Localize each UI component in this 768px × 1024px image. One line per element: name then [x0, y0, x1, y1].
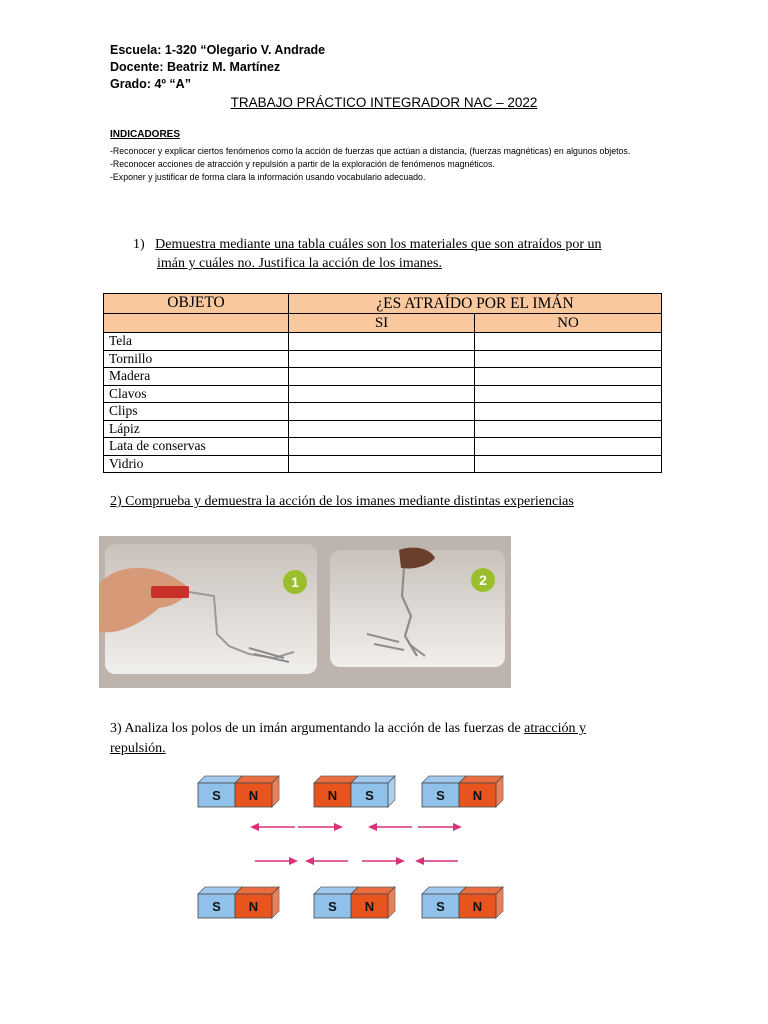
pole-label: S: [436, 788, 445, 803]
bottom-row-magnet-1: [314, 887, 395, 918]
no-cell[interactable]: [475, 438, 662, 456]
question-1: [133, 235, 673, 254]
arrow-row2-1: [255, 857, 298, 865]
experiment-photo: [99, 536, 511, 688]
pole-label: N: [248, 788, 259, 803]
object-cell: Clips: [104, 403, 289, 421]
bottom-row-magnet-0: [198, 887, 279, 918]
pole-label: N: [364, 899, 375, 914]
arrow-row2-2: [305, 857, 348, 865]
si-cell[interactable]: [289, 333, 475, 351]
table-row: [104, 420, 662, 438]
col-no-header: NO: [475, 314, 662, 333]
page-title-text: TRABAJO PRÁCTICO INTEGRADOR NAC – 2022: [230, 95, 538, 110]
si-cell[interactable]: [289, 368, 475, 386]
arrow-row2-4: [415, 857, 458, 865]
teacher-line: Docente: Beatriz M. Martínez: [110, 60, 281, 74]
question-1-text-line1: Demuestra mediante una tabla cuáles son los materiales que son atraídos por un: [155, 237, 602, 252]
pole-label: N: [248, 899, 259, 914]
top-row-magnet-1: [314, 776, 395, 807]
si-cell[interactable]: [289, 403, 475, 421]
pole-label: N: [472, 899, 483, 914]
arrow-row2-3: [362, 857, 405, 865]
badge-1-label: 1: [291, 574, 299, 590]
question-1-text-line2: imán y cuáles no. Justifica la acción de los imanes.: [157, 256, 442, 271]
question-3-text-line2: repulsión.: [110, 741, 166, 756]
si-cell[interactable]: [289, 455, 475, 473]
arrow-row1-2: [298, 823, 343, 831]
indicators-list: [110, 145, 655, 184]
pole-label: S: [436, 899, 445, 914]
question-2-text: 2) Comprueba y demuestra la acción de los imanes mediante distintas experiencias: [110, 494, 574, 509]
pole-label: S: [212, 899, 221, 914]
question-3: [110, 719, 670, 738]
top-row-magnet-2: [422, 776, 503, 807]
table-row: [104, 385, 662, 403]
pole-label: S: [365, 788, 374, 803]
no-cell[interactable]: [475, 368, 662, 386]
no-cell[interactable]: [475, 455, 662, 473]
indicator-item: -Reconocer y explicar ciertos fenómenos como la acción de fuerzas que actúan a distancia, (fuerzas magnéticas) en algunos objetos.: [110, 146, 631, 156]
si-cell[interactable]: [289, 385, 475, 403]
school-line: Escuela: 1-320 “Olegario V. Andrade: [110, 43, 326, 57]
arrow-row1-1: [250, 823, 295, 831]
indicators-heading: INDICADORES: [110, 129, 181, 140]
table-row: [104, 368, 662, 386]
experiment-photo-drawing: [99, 536, 511, 688]
pole-label: N: [327, 788, 338, 803]
pole-label: N: [472, 788, 483, 803]
magnets-diagram: [190, 770, 520, 925]
question-3-text-part1: 3) Analiza los polos de un imán argumentando la acción de las fuerzas de: [110, 721, 525, 736]
question-2: [110, 492, 574, 511]
table-row: [104, 455, 662, 473]
col-si-header: SI: [289, 314, 475, 333]
table-row: [104, 350, 662, 368]
col-object-header: OBJETO: [104, 294, 289, 314]
table-row: [104, 438, 662, 456]
no-cell[interactable]: [475, 403, 662, 421]
object-cell: Vidrio: [104, 455, 289, 473]
object-cell: Madera: [104, 368, 289, 386]
magnet-1: [151, 586, 189, 598]
badge-2-label: 2: [479, 572, 487, 588]
arrow-row1-3: [368, 823, 412, 831]
magnet-table: [103, 293, 662, 473]
arrow-row1-4: [418, 823, 462, 831]
table-row: [104, 333, 662, 351]
col-question-header: ¿ES ATRAÍDO POR EL IMÁN: [289, 294, 662, 314]
indicator-item: -Reconocer acciones de atracción y repulsión a partir de la exploración de fenómenos magnéticos.: [110, 159, 495, 169]
indicator-item: -Exponer y justificar de forma clara la información usando vocabulario adecuado.: [110, 172, 426, 182]
no-cell[interactable]: [475, 385, 662, 403]
header-empty-cell: [104, 314, 289, 333]
pole-label: S: [212, 788, 221, 803]
no-cell[interactable]: [475, 420, 662, 438]
page-title: [0, 95, 768, 110]
si-cell[interactable]: [289, 438, 475, 456]
object-cell: Tela: [104, 333, 289, 351]
question-1-line2: [157, 254, 442, 273]
question-3-line2: [110, 739, 166, 758]
no-cell[interactable]: [475, 350, 662, 368]
si-cell[interactable]: [289, 420, 475, 438]
si-cell[interactable]: [289, 350, 475, 368]
object-cell: Lápiz: [104, 420, 289, 438]
bottom-row-magnet-2: [422, 887, 503, 918]
object-cell: Clavos: [104, 385, 289, 403]
question-1-number: 1): [133, 237, 145, 252]
grade-line: Grado: 4º “A”: [110, 77, 191, 91]
object-cell: Lata de conservas: [104, 438, 289, 456]
table-row: [104, 403, 662, 421]
top-row-magnet-0: [198, 776, 279, 807]
question-3-text-part2: atracción y: [524, 721, 586, 736]
pole-label: S: [328, 899, 337, 914]
no-cell[interactable]: [475, 333, 662, 351]
object-cell: Tornillo: [104, 350, 289, 368]
